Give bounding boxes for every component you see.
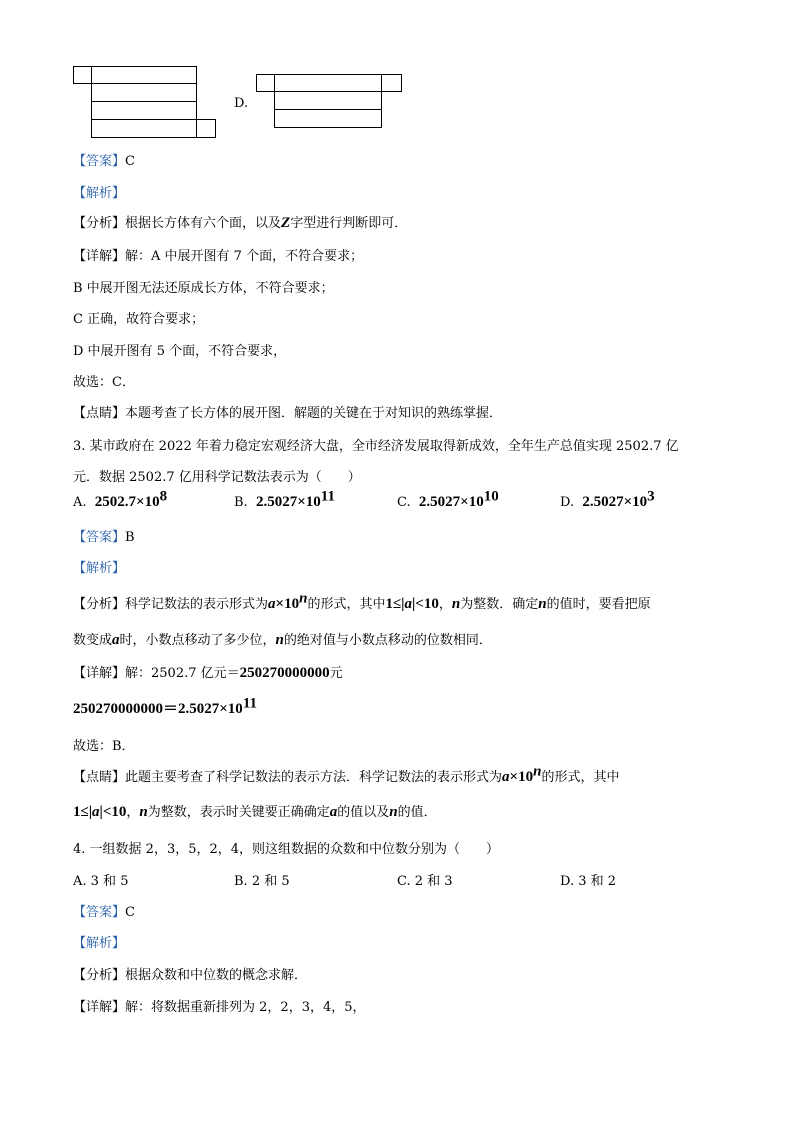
q4-option-d: D. 3 和 2 [560, 874, 617, 889]
q4-detail: 【详解】解：将数据重新排列为 2，2，3，4，5， [73, 1000, 366, 1015]
q2-detail: 【详解】解：A 中展开图有 7 个面，不符合要求； [73, 249, 364, 264]
q3-explain-tag: 【解析】 [73, 561, 126, 576]
q3-option-d: D. $2.5027\times 10^3$ [560, 488, 655, 510]
q2-answer: 【答案】C [73, 154, 135, 169]
q3-choose: 故选：B． [73, 739, 135, 754]
q4-explain-tag: 【解析】 [73, 936, 126, 951]
q3-review-line-1: 【点睛】此题主要考查了科学记数法的表示方法．科学记数法的表示形式为$a\times 10^n$的形式，其中 [73, 763, 620, 785]
q4-option-b: B. 2 和 5 [234, 874, 290, 889]
q4-answer: 【答案】C [73, 905, 135, 920]
q2-explain-tag: 【解析】 [73, 186, 126, 201]
q3-answer: 【答案】B [73, 530, 135, 545]
q4-option-c: C. 2 和 3 [397, 874, 453, 889]
q3-option-b: B. $2.5027\times 10^{11}$ [234, 488, 335, 510]
q2-analysis: 【分析】根据长方体有六个面，以及Z字型进行判断即可． [73, 215, 408, 231]
q3-option-a: A. $2502.7\times 10^8$ [73, 488, 168, 510]
q2-review: 【点睛】本题考查了长方体的展开图．解题的关键在于对知识的熟练掌握． [73, 406, 503, 421]
q3-stem-line-2: 元．数据 2502.7 亿用科学记数法表示为（ ） [73, 470, 361, 485]
q2-choose: 故选：C． [73, 375, 135, 390]
q3-detail: 【详解】解：2502.7 亿元＝250270000000元 [73, 665, 343, 681]
q2-line-b: B 中展开图无法还原成长方体，不符合要求； [73, 281, 334, 296]
q3-analysis-line-2: 数变成a时，小数点移动了多少位，n的绝对值与小数点移动的位数相同． [73, 632, 492, 648]
q2-line-d: D 中展开图有 5 个面，不符合要求， [73, 344, 287, 359]
q3-review-line-2: 1≤|a|<10，n为整数，表示时关键要正确确定a的值以及n的值． [73, 804, 437, 820]
option-d-label: D. [234, 96, 249, 111]
q4-stem: 4. 一组数据 2，3，5，2，4，则这组数据的众数和中位数分别为（ ） [73, 842, 500, 857]
q3-equation: $250270000000=2.5027\times 10^{11}$ [73, 695, 257, 717]
q3-option-c: C. $2.5027\times 10^{10}$ [397, 488, 499, 510]
q4-option-a: A. 3 和 5 [73, 874, 129, 889]
q3-stem-line-1: 3. 某市政府在 2022 年着力稳定宏观经济大盘，全市经济发展取得新成效，全年生产总值实现 2502.7 亿 [73, 439, 679, 454]
q4-analysis: 【分析】根据众数和中位数的概念求解． [73, 968, 308, 983]
q3-analysis-line-1: 【分析】科学记数法的表示形式为$a\times 10^n$的形式，其中1≤|a|<10，n为整数．确定n的值时，要看把原 [73, 590, 651, 612]
q2-line-c: C 正确，故符合要求； [73, 312, 205, 327]
